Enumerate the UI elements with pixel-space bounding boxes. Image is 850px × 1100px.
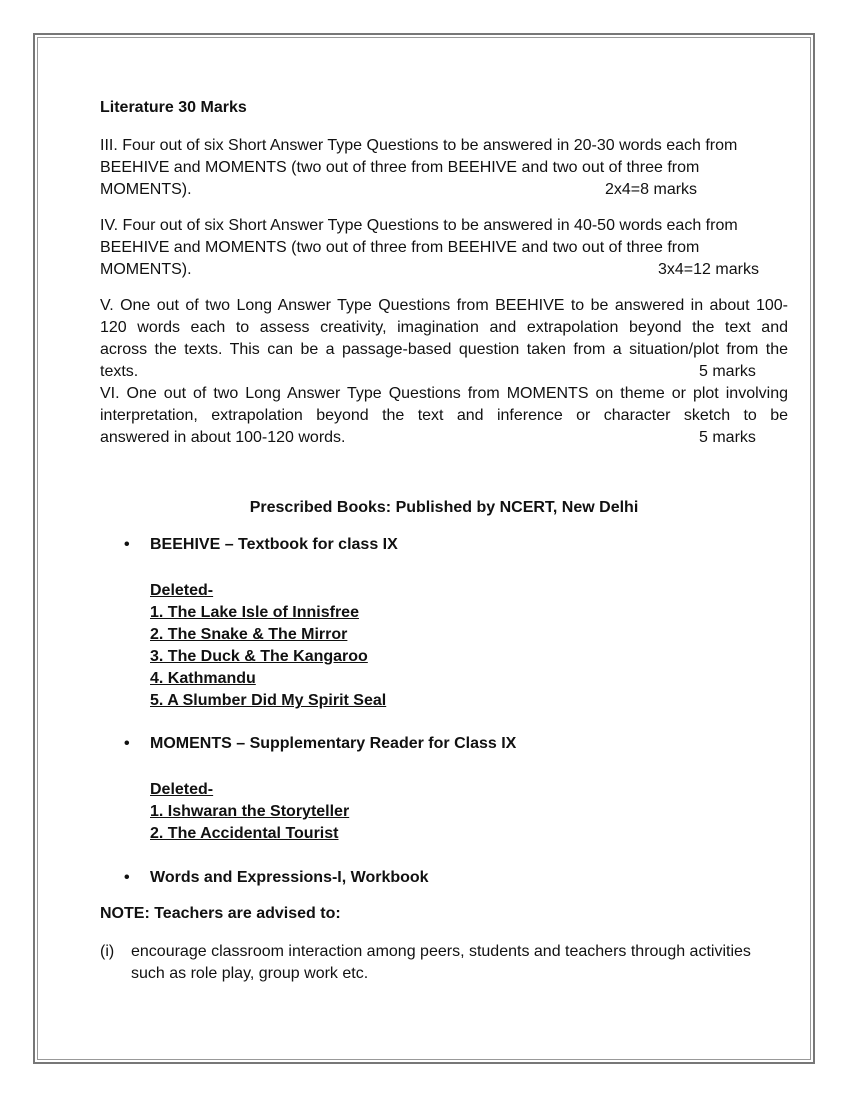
deleted-label: Deleted-	[150, 781, 214, 798]
deleted-item: 4. Kathmandu	[150, 670, 256, 687]
question-5-line: V. One out of two Long Answer Type Questions from BEEHIVE to be answered in about 100-	[100, 297, 788, 314]
deleted-item: 1. Ishwaran the Storyteller	[150, 803, 350, 820]
deleted-item: 5. A Slumber Did My Spirit Seal	[150, 692, 387, 709]
literature-heading: Literature 30 Marks	[100, 99, 247, 116]
question-4-line: IV. Four out of six Short Answer Type Questions to be answered in 40-50 words each from	[100, 217, 738, 234]
moments-title: MOMENTS – Supplementary Reader for Class IX	[150, 735, 517, 752]
deleted-item: 2. The Accidental Tourist	[150, 825, 339, 842]
bullet-icon: •	[124, 735, 130, 752]
question-5-line: 120 words each to assess creativity, imagination and extrapolation beyond the text and	[100, 319, 788, 336]
question-6-line: VI. One out of two Long Answer Type Questions from MOMENTS on theme or plot involving	[100, 385, 788, 402]
question-4	[100, 215, 790, 281]
note-item-marker: (i)	[100, 943, 115, 960]
beehive-deleted-list	[150, 580, 386, 712]
question-6-line: interpretation, extrapolation beyond the text and inference or character sketch to be	[100, 407, 788, 424]
question-3-marks: 2x4=8 marks	[605, 181, 698, 198]
moments-deleted-list	[150, 779, 349, 845]
question-5-marks: 5 marks	[699, 363, 756, 380]
deleted-item: 1. The Lake Isle of Innisfree	[150, 604, 359, 621]
question-6	[100, 383, 788, 449]
note-heading: NOTE: Teachers are advised to:	[100, 905, 341, 922]
deleted-item: 2. The Snake & The Mirror	[150, 626, 348, 643]
question-3-line: III. Four out of six Short Answer Type Questions to be answered in 20-30 words each from	[100, 137, 738, 154]
question-5	[100, 295, 788, 383]
bullet-icon: •	[124, 869, 130, 886]
question-3-line: MOMENTS).	[100, 181, 192, 198]
question-3-line: BEEHIVE and MOMENTS (two out of three from BEEHIVE and two out of three from	[100, 159, 700, 176]
note-item-line: such as role play, group work etc.	[131, 965, 369, 982]
note-item-line: encourage classroom interaction among peers, students and teachers through activities	[131, 943, 751, 960]
question-6-marks: 5 marks	[699, 429, 756, 446]
beehive-title: BEEHIVE – Textbook for class IX	[150, 536, 398, 553]
deleted-item: 3. The Duck & The Kangaroo	[150, 648, 368, 665]
question-4-line: MOMENTS).	[100, 261, 192, 278]
question-6-line: answered in about 100-120 words.	[100, 429, 346, 446]
question-4-marks: 3x4=12 marks	[658, 261, 759, 278]
question-3	[100, 135, 790, 201]
prescribed-books-heading: Prescribed Books: Published by NCERT, New Delhi	[249, 499, 639, 516]
deleted-label: Deleted-	[150, 582, 214, 599]
workbook-title: Words and Expressions-I, Workbook	[150, 869, 429, 886]
bullet-icon: •	[124, 536, 130, 553]
question-4-line: BEEHIVE and MOMENTS (two out of three from BEEHIVE and two out of three from	[100, 239, 700, 256]
question-5-line: texts.	[100, 363, 139, 380]
question-5-line: across the texts. This can be a passage-based question taken from a situation/plot from the	[100, 341, 788, 358]
